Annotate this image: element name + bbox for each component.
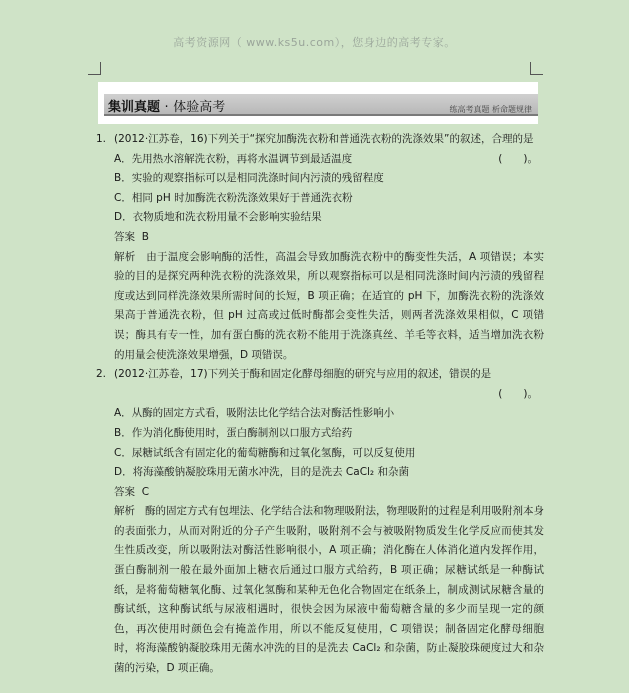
explanation-label: 解析 — [114, 505, 135, 518]
explanation-label: 解析 — [114, 250, 136, 263]
answer-label: 答案 — [114, 230, 135, 243]
answer-value: B — [141, 230, 149, 243]
answer-line — [114, 483, 629, 503]
section-title-rest: 体验高考 — [173, 100, 226, 115]
option-b: B．实验的观察指标可以是相同洗涤时间内污渍的残留程度 — [114, 172, 384, 185]
question-stem — [114, 365, 538, 404]
answer-value: C — [141, 485, 150, 498]
option-c: C．相同 pH 时加酶洗衣粉洗涤效果好于普通洗衣粉 — [114, 191, 353, 204]
crop-mark-top-right — [530, 62, 543, 75]
explanation-text: 酶的固定方式有包埋法、化学结合法和物理吸附法，物理吸附的过程是利用吸附剂本身的表面张力，从而对附近的分子产生吸附，吸附剂不会与被吸附物质发生化学反应而使其发生性质改变，所以吸附法对酶活性影响很小，A 项正确；消化酶在人体消化道内发挥作用，蛋白酶制剂一般在最外面加上糖衣后通过口服方式给药，B 项正确；尿糖试纸是一种酶试纸，是将葡萄糖氧化酶、过氧化氢酶和某种无色化合物固定在纸条上，制成测试尿糖含量的酶试纸，这种酶试纸与尿液相遇时，很快会因为尿液中葡萄糖含量的多少而呈现一定的颜色，再次使用时颜色会有掩盖作用，所以不能反复使用，C 项错误；制备固定化酵母细胞时，将海藻酸钠凝胶珠用无菌水冲洗的目的是洗去 CaCl₂ 和杂菌，防止凝胶珠硬度过大和杂菌的污染，D 项正确。 — [114, 505, 545, 675]
option-b: B．作为消化酶使用时，蛋白酶制剂以口服方式给药 — [114, 426, 353, 439]
answer-paren: ( )。 — [498, 387, 538, 400]
question-2 — [90, 365, 629, 679]
answer-paren: ( )。 — [498, 152, 538, 165]
option-d: D．衣物质地和洗衣粉用量不会影响实验结果 — [114, 211, 322, 224]
question-stem-text: (2012·江苏卷，17)下列关于酶和固定化酵母细胞的研究与应用的叙述，错误的是 — [114, 368, 492, 381]
question-1 — [90, 130, 629, 365]
section-slogan: 练高考真题 析命题规律 — [449, 105, 532, 114]
header-watermark: 高考资源网（ www.ks5u.com），您身边的高考专家。 — [173, 36, 456, 49]
explanation — [114, 248, 544, 366]
option-a: A．从酶的固定方式看，吸附法比化学结合法对酶活性影响小 — [114, 407, 395, 420]
answer-label: 答案 — [114, 485, 135, 498]
document-page — [90, 0, 629, 693]
explanation-text: 由于温度会影响酶的活性，高温会导致加酶洗衣粉中的酶变性失活，A 项错误；本实验的目的是探究两种洗衣粉的洗涤效果，所以观察指标可以是相同洗涤时间内污渍的残留程度或达到同样洗涤效果所需时间的长短，B 项正确；在适宜的 pH 下，加酶洗衣粉的洗涤效果高于普通洗衣粉，但 pH 过高或过低时酶都会变性失活，则两者洗涤效果相似，C 项错误；酶具有专一性，加有蛋白酶的洗衣粉不能用于洗涤真丝、羊毛等衣料，适当增加洗衣粉的用量会使洗涤效果增强，D 项错误。 — [114, 250, 544, 361]
question-number: 2. — [96, 368, 107, 381]
option-c: C．尿糖试纸含有固定化的葡萄糖酶和过氧化氢酶，可以反复使用 — [114, 446, 416, 459]
section-title — [108, 96, 225, 115]
document-content — [90, 130, 629, 679]
explanation — [114, 502, 544, 678]
question-stem-text: (2012·江苏卷，16)下列关于“探究加酶洗衣粉和普通洗衣粉的洗涤效果”的叙述，合理的是 — [114, 133, 534, 145]
option-a: A．先用热水溶解洗衣粉，再将水温调节到最适温度 — [114, 152, 353, 165]
option-d: D．将海藻酸钠凝胶珠用无菌水冲洗，目的是洗去 CaCl₂ 和杂菌 — [114, 466, 409, 479]
question-number: 1. — [96, 133, 107, 145]
crop-mark-top-left — [88, 62, 101, 75]
answer-line — [114, 228, 629, 248]
section-banner — [98, 82, 538, 124]
section-title-bold: 集训真题 — [108, 100, 161, 115]
section-title-dot: · — [164, 100, 169, 115]
